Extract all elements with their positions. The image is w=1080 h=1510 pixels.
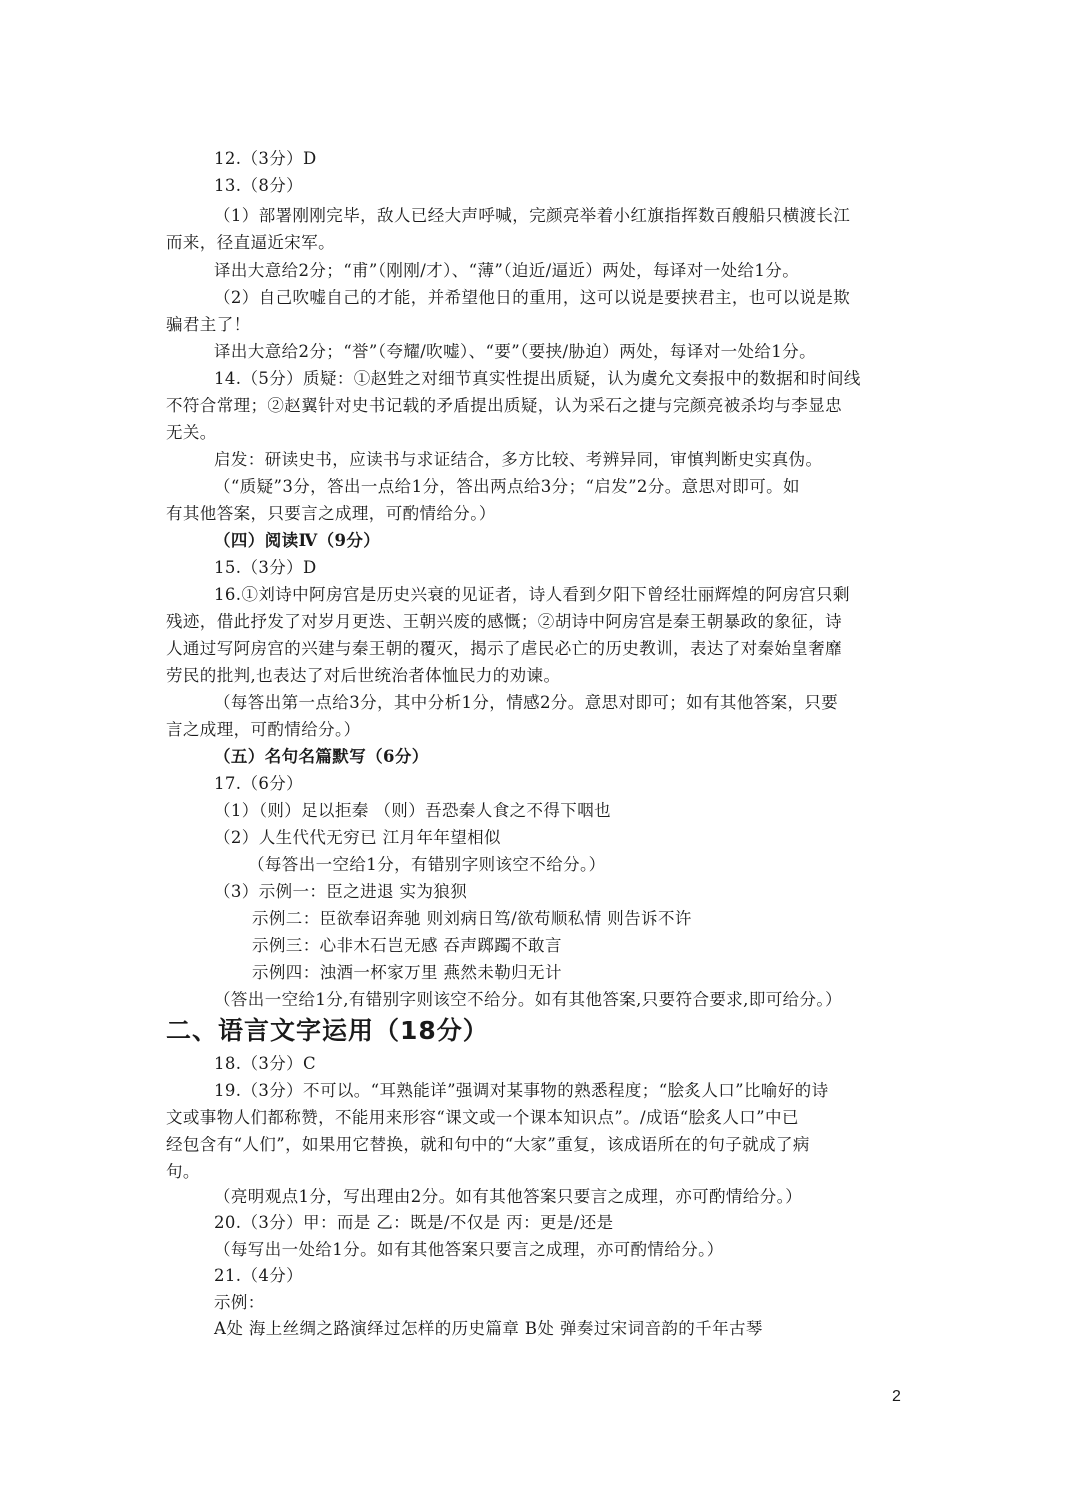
- text-line: 启发：研读史书，应读书与求证结合，多方比较、考辨异同，审慎判断史实真伪。: [214, 450, 823, 469]
- text-line: 残迹，借此抒发了对岁月更迭、王朝兴废的感慨；②胡诗中阿房宫是秦王朝暴政的象征，诗: [166, 612, 842, 631]
- text-line: 文或事物人们都称赞，不能用来形容“课文或一个课本知识点”。/成语“脍炙人口”中已: [166, 1108, 799, 1127]
- text-line: 而来，径直逼近宋军。: [166, 233, 335, 252]
- text-line: （每答出第一点给3分，其中分析1分，情感2分。意思对即可；如有其他答案，只要: [214, 693, 839, 712]
- text-line: （亮明观点1分，写出理由2分。如有其他答案只要言之成理，亦可酌情给分。）: [214, 1187, 803, 1206]
- text-line: （“质疑”3分，答出一点给1分，答出两点给3分；“启发”2分。意思对即可。如: [214, 477, 800, 496]
- text-line: 句。: [166, 1162, 200, 1181]
- text-line: 13.（8分）: [214, 176, 304, 195]
- subsection-heading: （四）阅读Ⅳ（9分）: [214, 531, 381, 550]
- text-line: 骗君主了！: [166, 315, 251, 334]
- text-line: 言之成理，可酌情给分。）: [166, 720, 361, 739]
- text-line: 17.（6分）: [214, 774, 304, 793]
- text-line: （每答出一空给1分，有错别字则该空不给分。）: [248, 855, 606, 874]
- text-line: 有其他答案，只要言之成理，可酌情给分。）: [166, 504, 496, 523]
- text-line: 14.（5分）质疑：①赵甡之对细节真实性提出质疑，认为虞允文奏报中的数据和时间线: [214, 369, 861, 388]
- text-line: 译出大意给2分；“甫”（刚刚/才）、“薄”（迫近/逼近）两处，每译对一处给1分。: [214, 261, 800, 280]
- text-line: 人通过写阿房宫的兴建与秦王朝的覆灭，揭示了虐民必亡的历史教训，表达了对秦始皇奢靡: [166, 639, 842, 658]
- text-line: （1）（则）足以拒秦 （则）吾恐秦人食之不得下咽也: [214, 801, 611, 820]
- subsection-heading: （五）名句名篇默写（6分）: [214, 747, 429, 766]
- text-line: 12.（3分）D: [214, 149, 317, 168]
- text-line: 译出大意给2分；“誉”（夸耀/吹嘘）、“要”（要挟/胁迫）两处，每译对一处给1分。: [214, 342, 817, 361]
- text-line: 无关。: [166, 423, 217, 442]
- text-line: 示例四：浊酒一杯家万里 燕然未勒归无计: [252, 963, 562, 982]
- text-line: A处 海上丝绸之路演绎过怎样的历史篇章 B处 弹奏过宋词音韵的千年古琴: [214, 1319, 763, 1338]
- text-line: 20.（3分）甲：而是 乙：既是/不仅是 丙：更是/还是: [214, 1213, 614, 1232]
- text-line: 劳民的批判,也表达了对后世统治者体恤民力的劝谏。: [166, 666, 561, 685]
- text-line: （2）人生代代无穷已 江月年年望相似: [214, 828, 501, 847]
- text-line: 不符合常理；②赵翼针对史书记载的矛盾提出质疑，认为采石之捷与完颜亮被杀均与李显忠: [166, 396, 842, 415]
- text-line: （3）示例一：臣之进退 实为狼狈: [214, 882, 468, 901]
- text-line: 18.（3分）C: [214, 1054, 317, 1073]
- text-line: （每写出一处给1分。如有其他答案只要言之成理，亦可酌情给分。）: [214, 1240, 724, 1259]
- section-heading: 二、语言文字运用（18分）: [166, 1016, 489, 1045]
- text-line: 示例三：心非木石岂无感 吞声踯躅不敢言: [252, 936, 562, 955]
- text-line: 16.①刘诗中阿房宫是历史兴衰的见证者，诗人看到夕阳下曾经壮丽辉煌的阿房宫只剩: [214, 585, 850, 604]
- text-line: 21.（4分）: [214, 1266, 304, 1285]
- page-number: 2: [892, 1388, 902, 1405]
- text-line: 示例：: [214, 1293, 265, 1312]
- text-line: （答出一空给1分,有错别字则该空不给分。如有其他答案,只要符合要求,即可给分。）: [214, 990, 842, 1009]
- text-line: 15.（3分）D: [214, 558, 317, 577]
- text-line: （1）部署刚刚完毕，敌人已经大声呼喊，完颜亮举着小红旗指挥数百艘船只横渡长江: [214, 206, 851, 225]
- text-line: 19.（3分）不可以。“耳熟能详”强调对某事物的熟悉程度；“脍炙人口”比喻好的诗: [214, 1081, 829, 1100]
- text-line: 经包含有“人们”，如果用它替换，就和句中的“大家”重复，该成语所在的句子就成了病: [166, 1135, 810, 1154]
- text-line: （2）自己吹嘘自己的才能，并希望他日的重用，这可以说是要挟君主，也可以说是欺: [214, 288, 851, 307]
- text-line: 示例二：臣欲奉诏奔驰 则刘病日笃/欲苟顺私情 则告诉不许: [252, 909, 692, 928]
